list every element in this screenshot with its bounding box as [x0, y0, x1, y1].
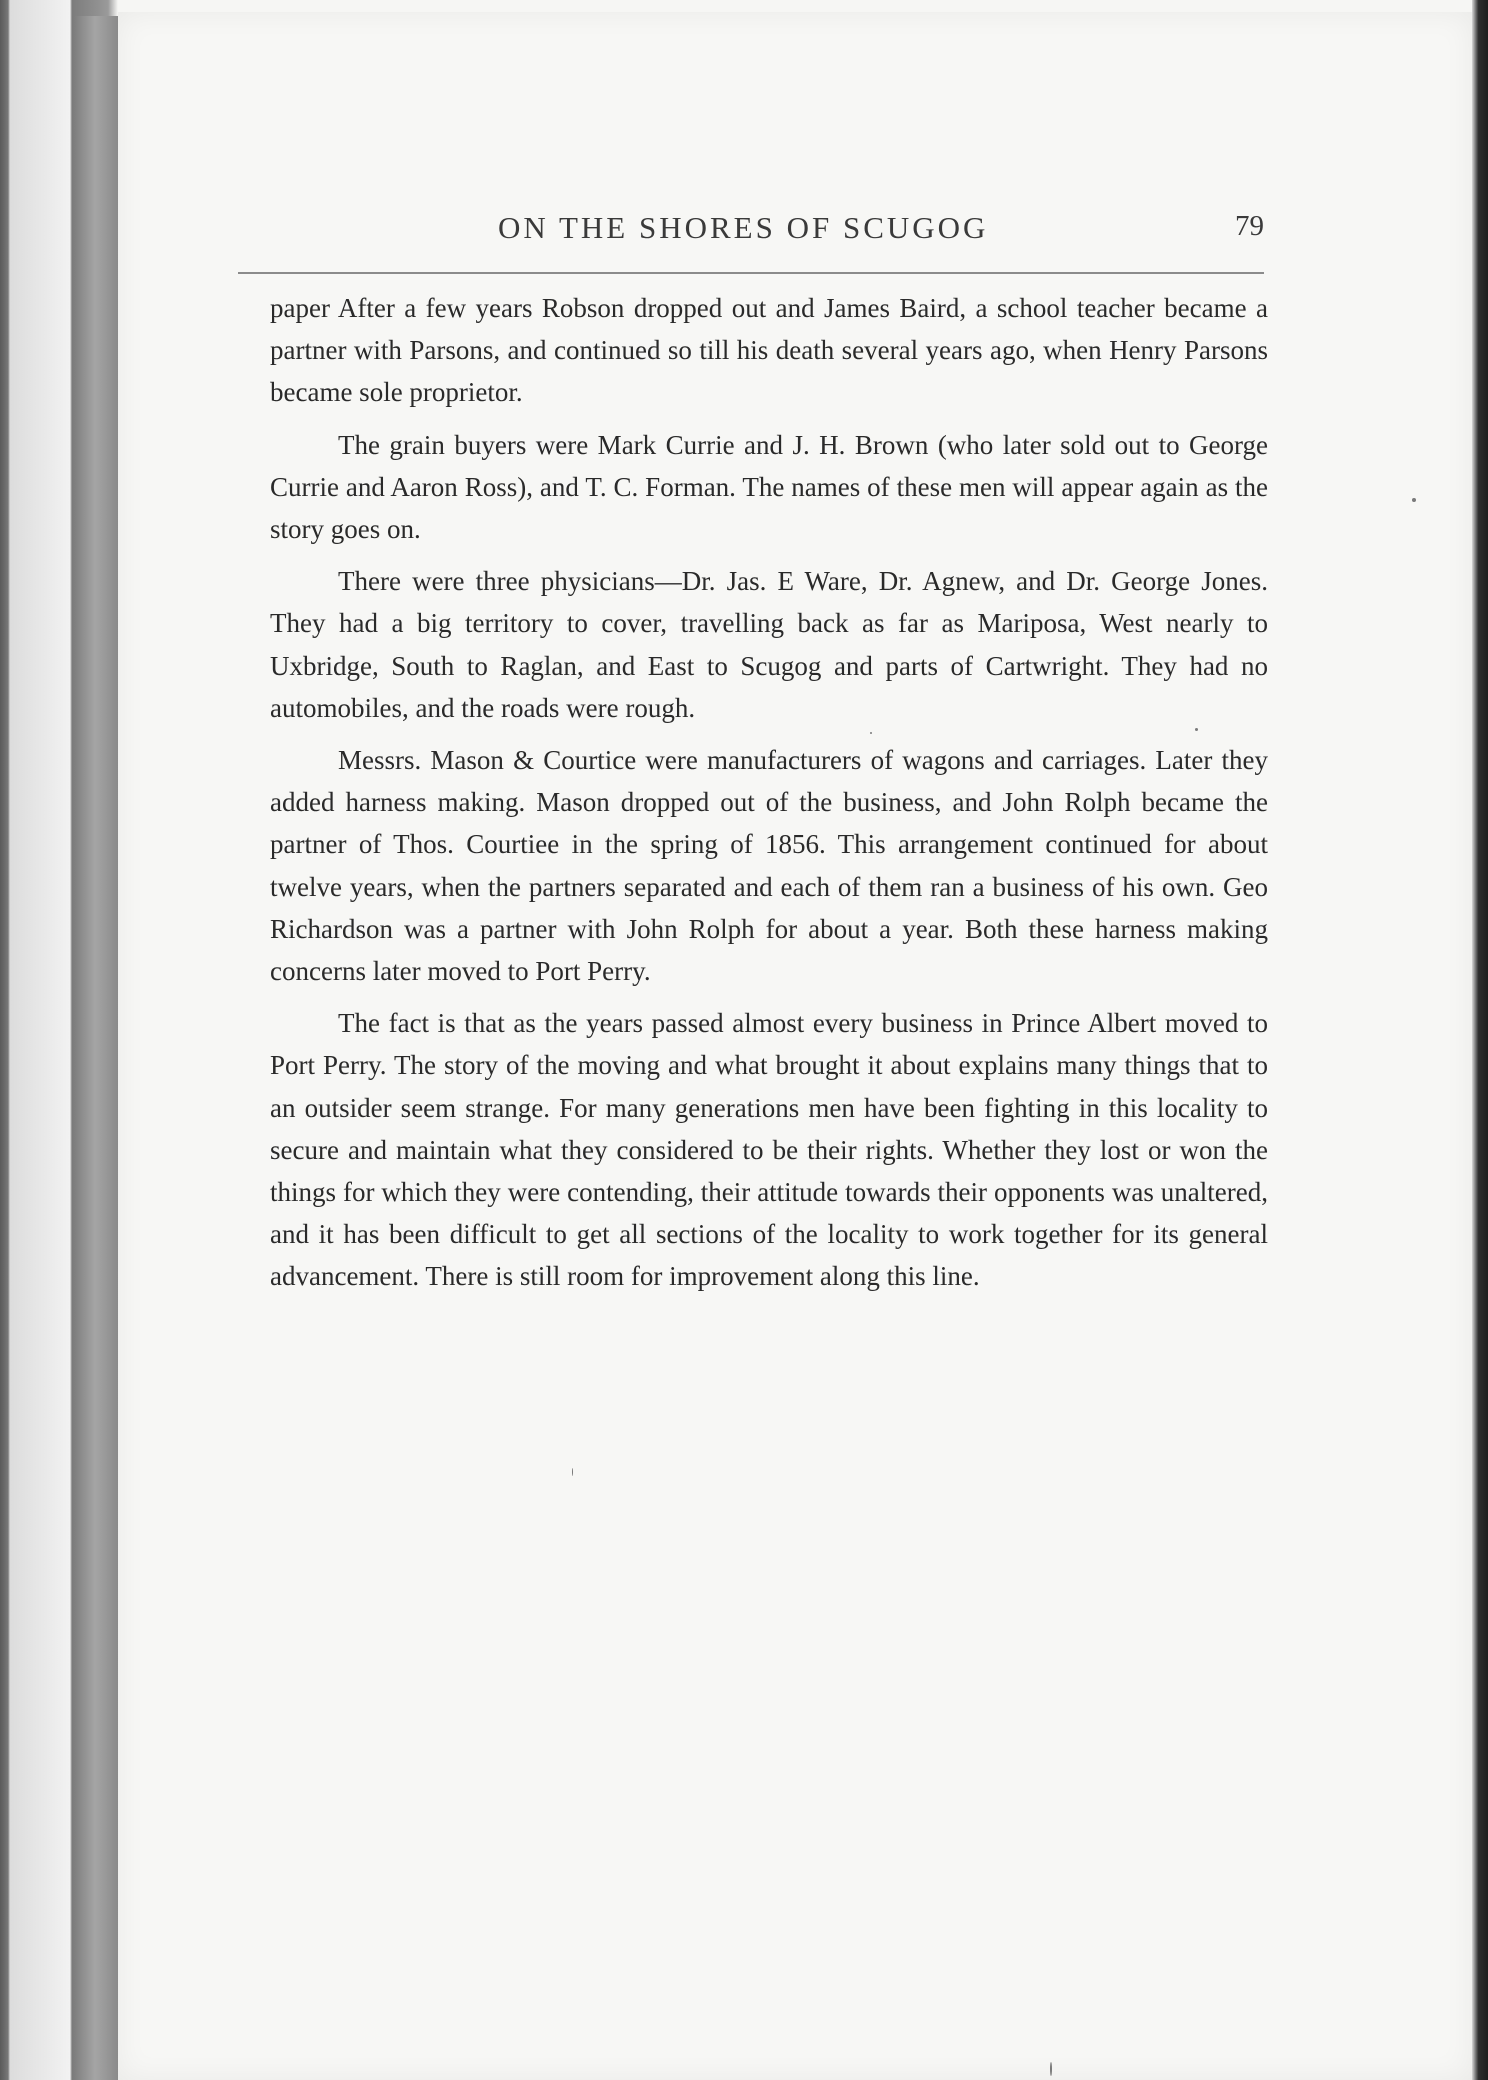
paper-speck	[572, 1468, 573, 1476]
header-rule	[238, 272, 1264, 274]
paragraph-3: There were three physicians—Dr. Jas. E Ware, Dr. Agnew, and Dr. George Jones. They had a big territory to cover, travelling back as far as Mariposa, West nearly to Uxbridge, South to Raglan, and East to Scugog and parts of Cartwright. They had no automobiles, and the roads were rough.	[270, 566, 1268, 723]
running-title: ON THE SHORES OF SCUGOG	[498, 210, 989, 245]
running-header	[238, 210, 1264, 270]
paper-speck	[1050, 2062, 1052, 2076]
paper-speck	[1195, 728, 1198, 731]
scan-right-edge	[1472, 0, 1488, 2080]
body-text	[270, 287, 1268, 1308]
paragraph-5: The fact is that as the years passed almost every business in Prince Albert moved to Port Perry. The story of the moving and what brought it about explains many things that to an outsider seem strange. For many generations men have been fighting in this locality to secure and maintain what they considered to be their rights. Whether they lost or won the things for which they were contending, their attitude towards their opponents was unaltered, and it has been difficult to get all sections of the locality to work together for its general advancement. There is still room for improvement along this line.	[270, 1008, 1268, 1292]
paper-speck	[1412, 498, 1416, 502]
paragraph-2: The grain buyers were Mark Currie and J. H. Brown (who later sold out to George Currie and Aaron Ross), and T. C. Forman. The names of these men will appear again as the story goes on.	[270, 429, 1268, 545]
page-number: 79	[1235, 210, 1264, 242]
paragraph-1: paper After a few years Robson dropped out and James Baird, a school teacher became a partner with Parsons, and continued so till his death several years ago, when Henry Parsons became sole proprietor.	[270, 293, 1268, 408]
paragraph-4: Messrs. Mason & Courtice were manufacturers of wagons and carriages. Later they added harness making. Mason dropped out of the business, and John Rolph became the partner of Thos. Courtiee in the spring of 1856. This arrangement continued for about twelve years, when the partners separated and each of them ran a business of his own. Geo Richardson was a partner with John Rolph for about a year. Both these harness making concerns later moved to Port Perry.	[270, 745, 1268, 987]
paper-speck	[870, 732, 872, 734]
page-binding-shadow	[72, 16, 118, 2080]
